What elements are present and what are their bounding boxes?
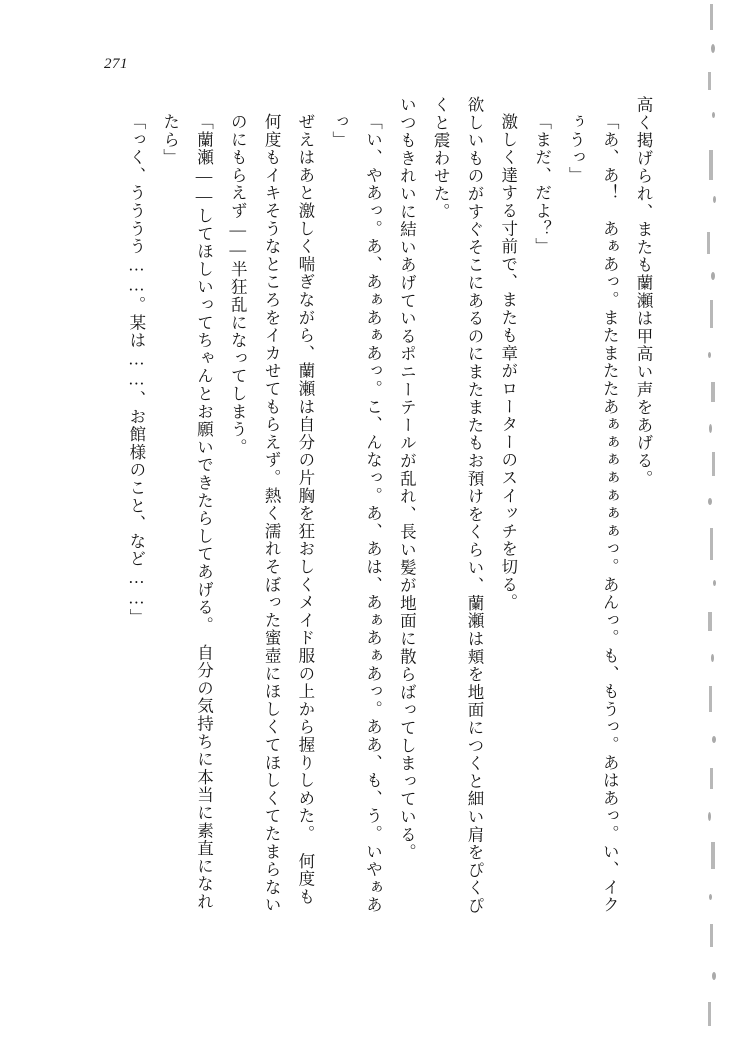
paragraph: 「蘭瀬——してほしいってちゃんとお願いできたらしてあげる。 自分の気持ちに本当に素直になれたら」	[160, 113, 214, 911]
vertical-text-body	[100, 96, 660, 916]
paragraph: 欲しいものがすぐそこにあるのにまたまたもお預けをくらい、蘭瀬は頬を地面につくと細い肩をぴくぴくと震わせた。	[431, 96, 484, 915]
paragraph: ぜえはあと激しく喘ぎながら、蘭瀬は自分の片胸を狂おしくメイド服の上から握りしめた。 何度も何度もイキそうなところをイカせてもらえず。熱く濡れそぼった蜜壺にほしくてほしくてたまらないのにもらえず——半狂乱になってしまう。	[228, 113, 315, 914]
paragraph: 「っく、うううう……。某は……、お館様のこと、など……」	[126, 113, 146, 627]
paragraph: 「あ、あ！ あぁあっ。またまたたあぁぁぁぁぁぁぁっ。あんっ。も、もうっ。あはあっ。い、イクぅうっ」	[566, 113, 620, 914]
paragraph: 「まだ、だよ？」	[532, 113, 552, 256]
paragraph: 激しく達する寸前で、またも章がローターのスイッチを切る。	[498, 113, 518, 612]
page-number: 271	[104, 56, 128, 72]
paragraph: いつもきれいに結いあげているポニーテールが乱れ、長い髪が地面に散らばってしまっている。	[397, 96, 417, 862]
paragraph: 高く掲げられ、またも蘭瀬は甲高い声をあげる。	[634, 96, 653, 488]
page-edge-texture	[698, 0, 724, 1050]
paragraph: 「い、やあっ。あ、あぁあぁあっ。こ、んなっ。あ、あは、あぁあぁあっ。ああ、も、う。いやぁあっ」	[329, 113, 383, 914]
